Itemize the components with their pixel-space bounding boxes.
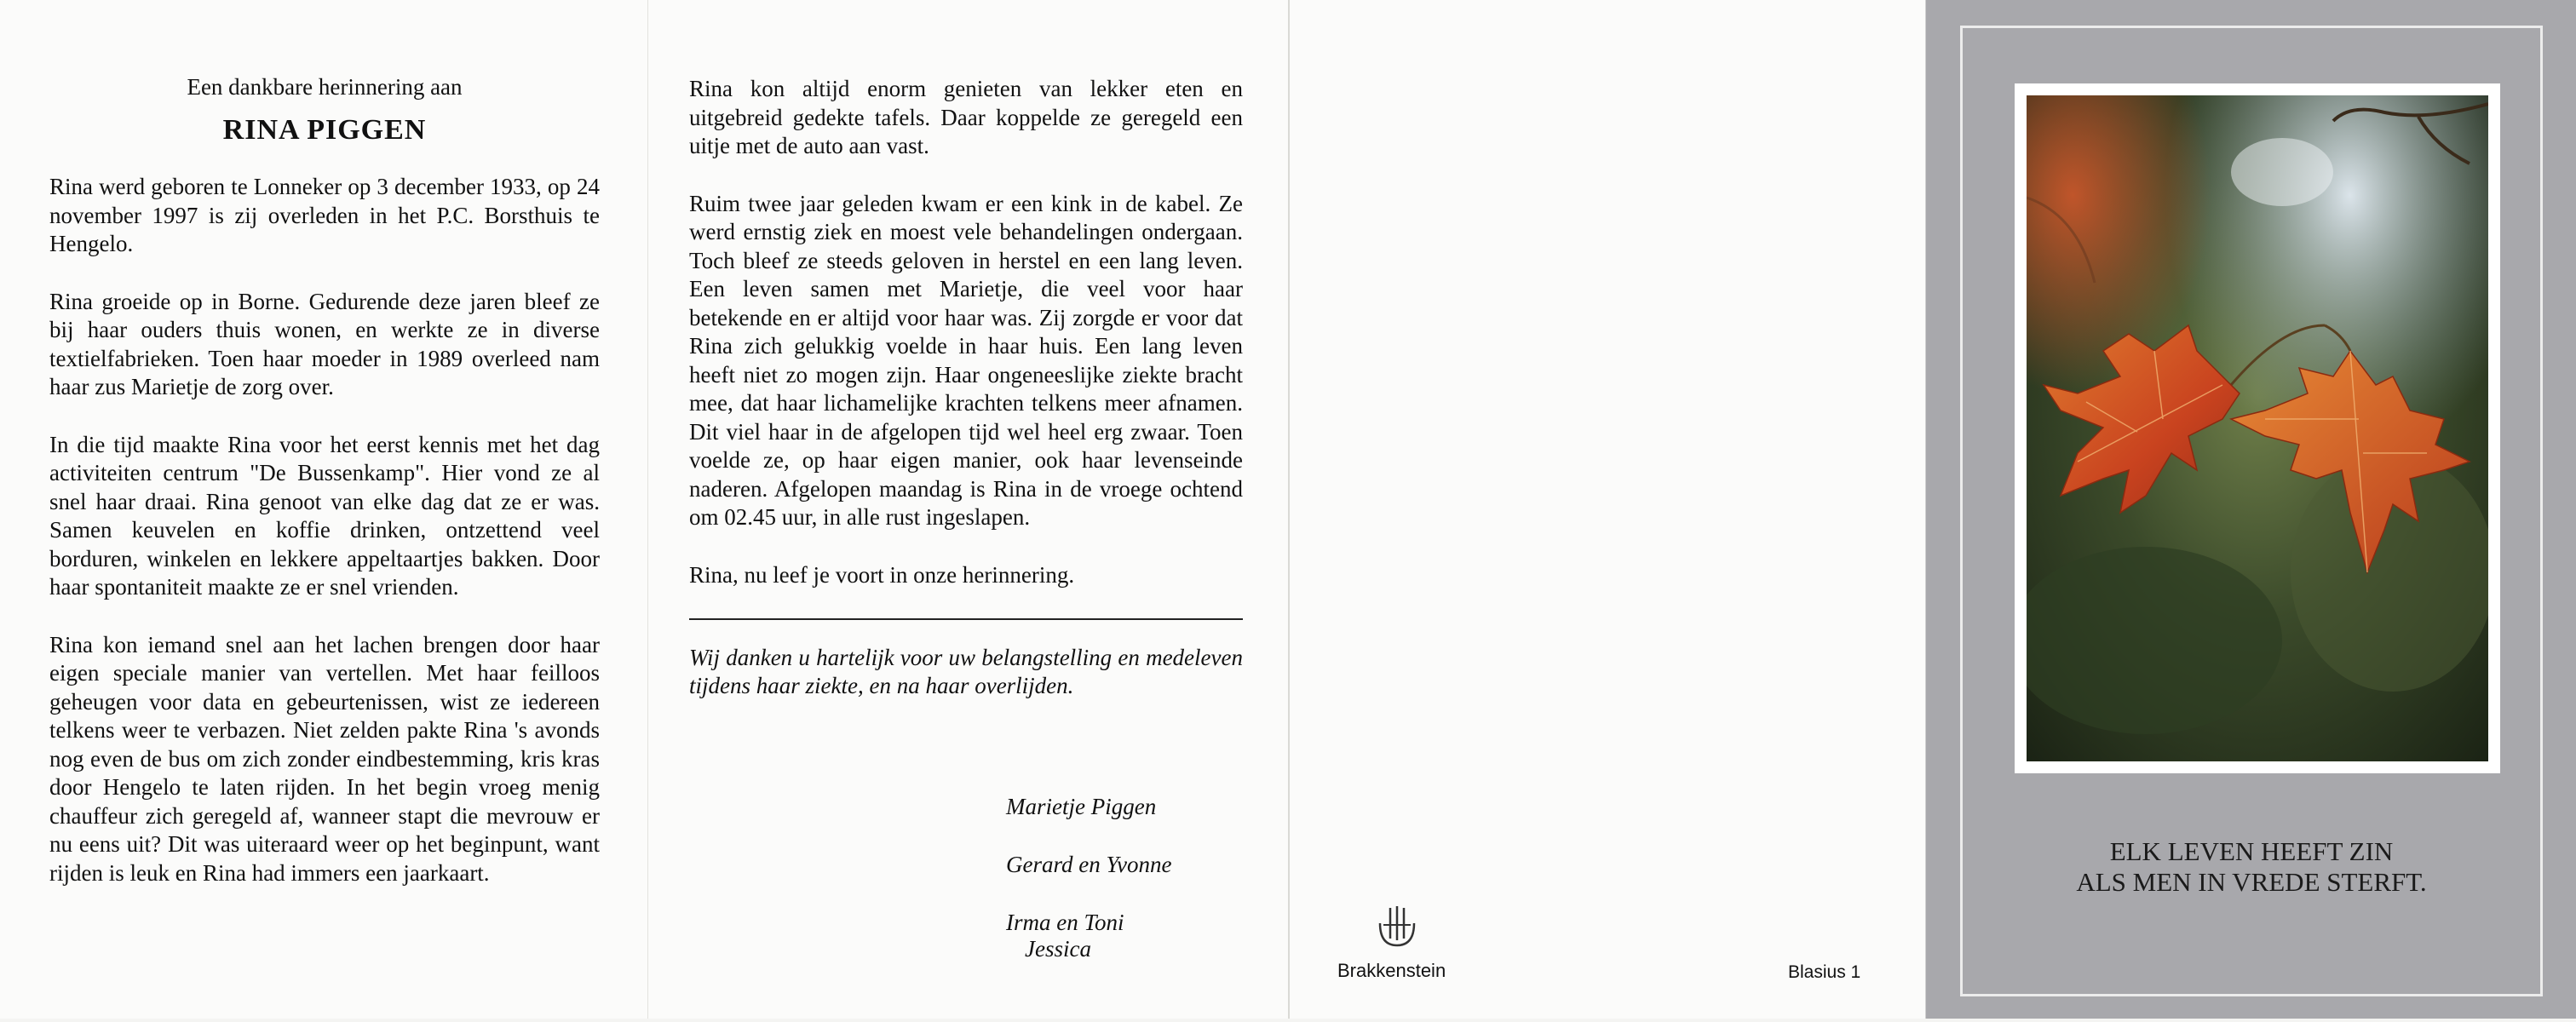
signature-3-line-1: Irma en Toni bbox=[1006, 910, 1124, 935]
publisher-block bbox=[1337, 901, 1474, 982]
series-label: Blasius 1 bbox=[1788, 962, 1861, 982]
intro-line: Een dankbare herinnering aan bbox=[187, 74, 463, 100]
signature-2: Gerard en Yvonne bbox=[1006, 852, 1172, 877]
autumn-oak-leaves-photo bbox=[2027, 95, 2488, 761]
left-paragraph-3: In die tijd maakte Rina voor het eerst kennis met het dag activiteiten centrum "De Bussenkamp". Hier vond ze al snel haar draai. Rina genoot van elke dag dat ze er was. Samen keuvelen en koffie drinken, ontzettend veel borduren, winkelen en lekkere appeltaartjes bakken. Door haar spontaniteit maakte ze er snel vrienden. bbox=[49, 431, 600, 600]
leaves-illustration bbox=[2027, 95, 2488, 761]
left-page bbox=[0, 0, 647, 1019]
middle-paragraph-2: Ruim twee jaar geleden kwam er een kink in de kabel. Ze werd ernstig ziek en moest vele behandelingen ondergaan. Toch bleef ze steeds geloven in herstel en een lang leven. Een leven samen met Marietje, die veel voor haar betekende en er altijd voor haar was. Zij zorgde er voor dat Rina zich gelukkig voelde in haar huis. Een lang leven heeft niet zo mogen zijn. Haar ongeneeslijke ziekte bracht mee, dat haar lichamelijke krachten telkens meer afnamen. Dit viel haar in de afgelopen tijd wel heel erg zwaar. Toen voelde ze, op haar eigen manier, ook haar levenseinde naderen. Afgelopen maandag is Rina in de vroege ochtend om 02.45 uur, in alle rust ingeslapen. bbox=[689, 190, 1243, 530]
divider bbox=[689, 618, 1243, 620]
left-paragraph-2: Rina groeide op in Borne. Gedurende deze jaren bleef ze bij haar ouders thuis wonen, en werkte ze in diverse textielfabrieken. Toen haar moeder in 1989 overleed nam haar zus Marietje de zorg over. bbox=[49, 288, 600, 399]
deceased-name: RINA PIGGEN bbox=[222, 113, 427, 146]
motto-line-1: ELK LEVEN HEEFT ZIN bbox=[2109, 836, 2394, 866]
left-paragraph-4: Rina kon iemand snel aan het lachen brengen door haar eigen speciale manier van vertellen. Met haar feilloos geheugen voor data en gebeurtenissen, wist ze iedereen telkens weer te verbazen. Niet zelden pakte Rina 's avonds nog even de bus om zich zonder eindbestemming, kris kras door Hengelo te laten rijden. In het begin vroeg menig chauffeur zich geregeld af, wanneer stapt die mevrouw er nu eens uit? Dit was uiteraard weer op het beginpunt, want rijden is leuk en Rina had immers een jaarkaart. bbox=[49, 631, 600, 886]
middle-page-text bbox=[689, 75, 1243, 700]
left-page-text bbox=[49, 73, 600, 916]
left-paragraph-1: Rina werd geboren te Lonneker op 3 december 1933, op 24 november 1997 is zij overleden in het P.C. Borsthuis te Hengelo. bbox=[49, 174, 600, 256]
signature-1: Marietje Piggen bbox=[1006, 794, 1157, 819]
photo-frame bbox=[2015, 83, 2500, 773]
signature-3 bbox=[1006, 910, 1124, 962]
cover-page bbox=[1925, 0, 2576, 1019]
thanks-text: Wij danken u hartelijk voor uw belangstelling en medeleven tijdens haar ziekte, en na haar overlijden. bbox=[689, 645, 1243, 698]
signature-3-line-2: Jessica bbox=[1025, 936, 1091, 962]
brakkenstein-logo-icon bbox=[1371, 901, 1423, 952]
motto-line-2: ALS MEN IN VREDE STERFT. bbox=[2076, 867, 2427, 897]
back-page bbox=[1288, 0, 1927, 1019]
publisher-name: Brakkenstein bbox=[1337, 960, 1446, 981]
middle-page bbox=[647, 0, 1289, 1019]
middle-paragraph-3: Rina, nu leef je voort in onze herinnering. bbox=[689, 561, 1075, 588]
middle-paragraph-1: Rina kon altijd enorm genieten van lekker eten en uitgebreid gedekte tafels. Daar koppelde ze geregeld een uitje met de auto aan vast. bbox=[689, 76, 1243, 158]
cover-motto bbox=[1960, 836, 2543, 898]
